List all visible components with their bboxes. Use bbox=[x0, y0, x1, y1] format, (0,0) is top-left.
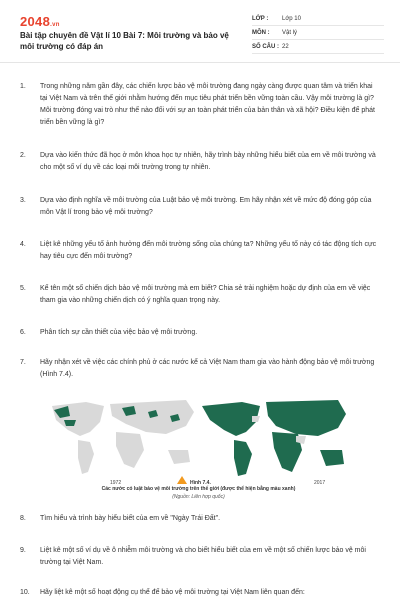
year-1972-label: 1972 bbox=[110, 480, 122, 486]
meta-row-class bbox=[252, 12, 384, 26]
meta-table bbox=[252, 12, 384, 54]
question-text: Phân tích sự cần thiết của việc bảo vệ môi trường. bbox=[40, 329, 198, 336]
question-text: Liệt kê một số ví dụ về ô nhiễm môi trường và cho biết hiểu biết của em về một số chiến lược bảo vệ môi trường tại Việt Nam. bbox=[40, 547, 366, 566]
meta-key: LỚP : bbox=[252, 15, 269, 22]
map-1972 bbox=[52, 400, 194, 474]
meta-key: MÔN : bbox=[252, 29, 270, 36]
page-header bbox=[0, 0, 400, 63]
question-number: 4. bbox=[20, 241, 26, 248]
question-text: Hãy nhận xét về việc các chính phủ ở các nước kể cả Việt Nam tham gia vào hành động bảo vệ môi trường (Hình 7.4). bbox=[40, 359, 375, 378]
question-number: 1. bbox=[20, 83, 26, 90]
question-text: Hãy liệt kê một số hoạt động cụ thể để bảo vệ môi trường tại Việt Nam liên quan đến: bbox=[40, 589, 305, 596]
question-number: 7. bbox=[20, 359, 26, 366]
question-number: 2. bbox=[20, 152, 26, 159]
meta-value: Vật lý bbox=[282, 29, 298, 36]
site-logo[interactable]: 2048.vn bbox=[20, 14, 60, 29]
question-number: 5. bbox=[20, 285, 26, 292]
question-text: Liệt kê những yếu tố ảnh hưởng đến môi trường sống của chúng ta? Những yếu tố này có tác động tích cực hay tiêu cực đến môi trường? bbox=[40, 241, 377, 260]
figure-marker-icon bbox=[177, 476, 187, 484]
meta-value: 22 bbox=[282, 43, 289, 50]
page-title: Bài tập chuyên đề Vật lí 10 Bài 7: Môi trường và bảo vệ môi trường có đáp án bbox=[20, 31, 229, 51]
question-number: 3. bbox=[20, 197, 26, 204]
map-2017 bbox=[202, 400, 346, 476]
question-number: 9. bbox=[20, 547, 26, 554]
figure-label: Hình 7.4. bbox=[190, 480, 211, 486]
question-text: Dựa vào kiến thức đã học ở môn khoa học tự nhiên, hãy trình bày những hiểu biết của em về môi trường và cho một số ví dụ về các loại môi trường trong tự nhiên. bbox=[40, 152, 376, 171]
meta-value: Lớp 10 bbox=[282, 15, 301, 22]
meta-row-count bbox=[252, 40, 384, 54]
question-text: Dựa vào định nghĩa về môi trường của Luật bảo vệ môi trường. Em hãy nhận xét về mức độ đóng góp của môn Vật lí trong bảo vệ môi trường? bbox=[40, 197, 372, 216]
year-2017-label: 2017 bbox=[314, 480, 326, 486]
figure-caption: Các nước có luật bảo vệ môi trường trên thế giới (được thể hiện bằng màu xanh) bbox=[101, 486, 296, 492]
question-text: Tìm hiểu và trình bày hiểu biết của em về "Ngày Trái Đất". bbox=[40, 515, 221, 522]
question-number: 8. bbox=[20, 515, 26, 522]
question-number: 6. bbox=[20, 329, 26, 336]
question-text: Kể tên một số chiến dịch bảo vệ môi trường mà em biết? Chia sẻ trải nghiệm hoặc dự định của em về việc tham gia vào những chiến dịch có ý nghĩa quan trọng này. bbox=[40, 285, 371, 304]
question-text: Trong những năm gần đây, các chiến lược bảo vệ môi trường đang ngày càng được quan tâm và triển khai tại Việt Nam và trên thế giới nhằm hướng đến mục tiêu phát triển bền vững toàn cầu. Vậy môi trường là gì? Môi trường đóng vai trò như thế nào đối với sự an toàn phát triển của bản thân và xã hội? Điều kiện để phát triển bền vững là gì? bbox=[40, 83, 375, 126]
meta-row-subject bbox=[252, 26, 384, 40]
question-number: 10. bbox=[20, 589, 30, 596]
figure-source: (Nguồn: Liên hợp quốc) bbox=[172, 494, 225, 500]
meta-key: SỐ CÂU : bbox=[252, 43, 279, 50]
